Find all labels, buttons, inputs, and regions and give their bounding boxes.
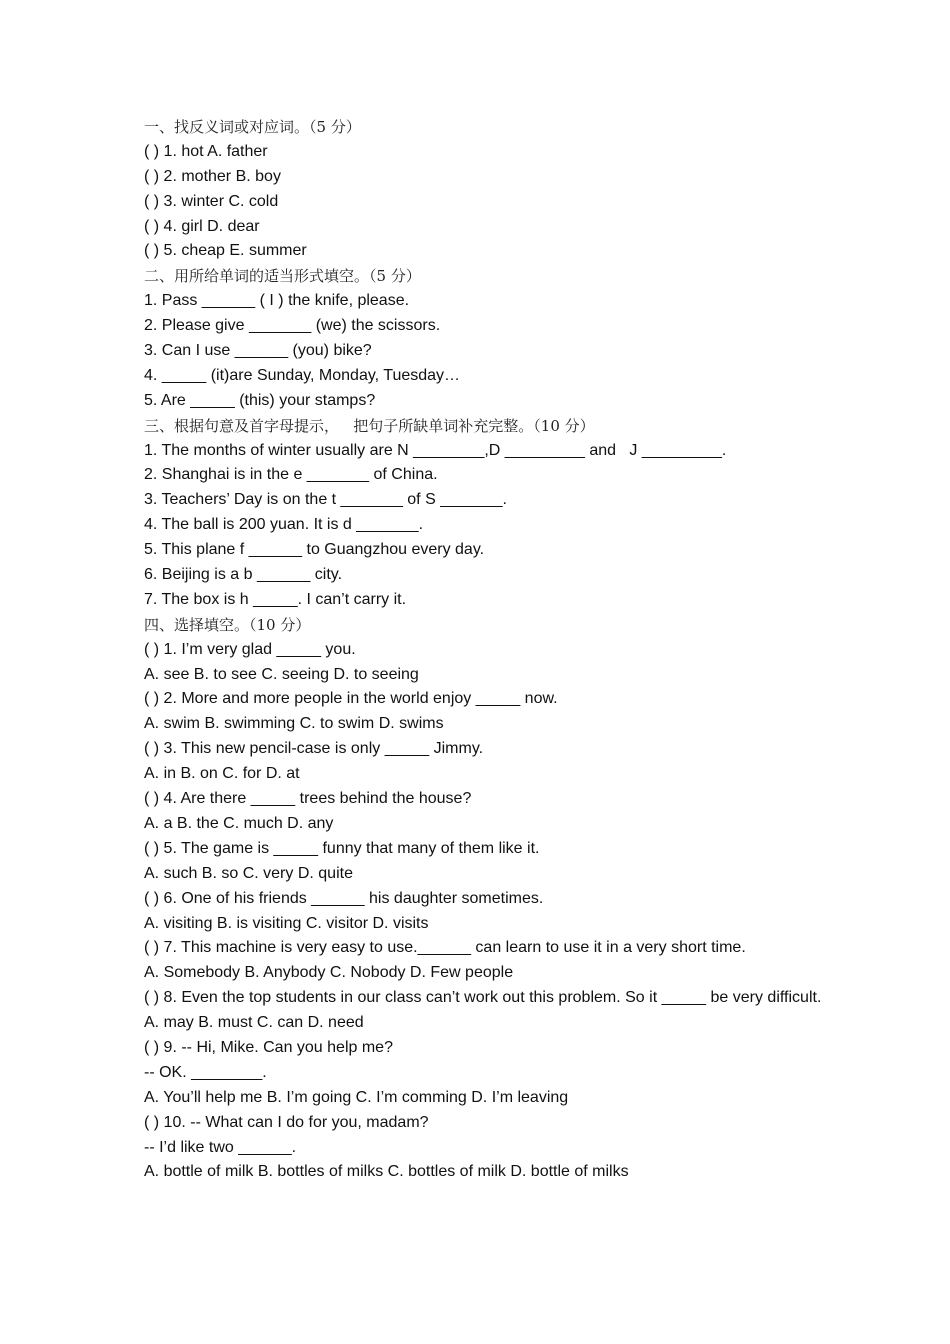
question-6-options: A. visiting B. is visiting C. visitor D. visits <box>144 914 429 932</box>
section-1-item-5: ( ) 5. cheap E. summer <box>144 242 307 260</box>
worksheet <box>144 115 834 1185</box>
section-1-item-1: ( ) 1. hot A. father <box>144 142 268 160</box>
question-5-options: A. such B. so C. very D. quite <box>144 864 353 882</box>
section-3-item-6: 6. Beijing is a b ______ city. <box>144 566 343 584</box>
question-10-options: A. bottle of milk B. bottles of milks C. bottles of milk D. bottle of milks <box>144 1163 629 1181</box>
question-10-dialog-reply: -- I’d like two ______. <box>144 1138 297 1156</box>
question-9: ( ) 9. -- Hi, Mike. Can you help me? <box>144 1038 393 1056</box>
question-5: ( ) 5. The game is _____ funny that many of them like it. <box>144 839 540 857</box>
question-8-options: A. may B. must C. can D. need <box>144 1014 364 1032</box>
section-3-item-3: 3. Teachers’ Day is on the t _______ of S _______. <box>144 491 507 509</box>
question-10: ( ) 10. -- What can I do for you, madam? <box>144 1113 429 1131</box>
question-3-options: A. in B. on C. for D. at <box>144 765 300 783</box>
section-2-heading: 二、用所给单词的适当形式填空。（5 分） <box>144 267 421 286</box>
section-1-item-2: ( ) 2. mother B. boy <box>144 167 281 185</box>
question-4: ( ) 4. Are there _____ trees behind the house? <box>144 790 472 808</box>
section-1-heading: 一、找反义词或对应词。（5 分） <box>144 118 361 136</box>
section-3-item-2: 2. Shanghai is in the e _______ of China. <box>144 466 438 484</box>
question-4-options: A. a B. the C. much D. any <box>144 814 334 832</box>
question-2: ( ) 2. More and more people in the world enjoy _____ now. <box>144 690 558 708</box>
section-4-heading: 四、选择填空。（10 分） <box>144 615 311 634</box>
question-7: ( ) 7. This machine is very easy to use.______ can learn to use it in a very short time. <box>144 939 746 957</box>
section-1-item-4: ( ) 4. girl D. dear <box>144 217 260 235</box>
question-1: ( ) 1. I’m very glad _____ you. <box>144 640 356 658</box>
question-9-dialog-reply: -- OK. ________. <box>144 1063 267 1081</box>
question-3: ( ) 3. This new pencil-case is only _____ Jimmy. <box>144 740 484 758</box>
section-2-item-3: 3. Can I use ______ (you) bike? <box>144 342 372 360</box>
section-3-item-4: 4. The ball is 200 yuan. It is d _______. <box>144 516 424 534</box>
question-2-options: A. swim B. swimming C. to swim D. swims <box>144 715 444 733</box>
question-6: ( ) 6. One of his friends ______ his daughter sometimes. <box>144 889 544 907</box>
question-8: ( ) 8. Even the top students in our class can’t work out this problem. So it _____ be very difficult. <box>144 989 822 1007</box>
question-1-options: A. see B. to see C. seeing D. to seeing <box>144 665 419 683</box>
section-2-item-4: 4. _____ (it)are Sunday, Monday, Tuesday… <box>144 366 461 384</box>
question-7-options: A. Somebody B. Anybody C. Nobody D. Few people <box>144 964 514 982</box>
section-3-item-7: 7. The box is h _____. I can’t carry it. <box>144 590 407 608</box>
section-2-item-1: 1. Pass ______ ( I ) the knife, please. <box>144 292 410 310</box>
section-2-item-5: 5. Are _____ (this) your stamps? <box>144 391 376 409</box>
section-3-item-1: 1. The months of winter usually are N ________,D _________ and J _________. <box>144 441 727 459</box>
section-2-item-2: 2. Please give _______ (we) the scissors. <box>144 317 441 335</box>
section-1-item-3: ( ) 3. winter C. cold <box>144 192 279 210</box>
question-9-options: A. You’ll help me B. I’m going C. I’m comming D. I’m leaving <box>144 1088 569 1106</box>
section-3-item-5: 5. This plane f ______ to Guangzhou every day. <box>144 541 485 559</box>
section-3-heading: 三、根据句意及首字母提示， 把句子所缺单词补充完整。（10 分） <box>144 416 595 435</box>
